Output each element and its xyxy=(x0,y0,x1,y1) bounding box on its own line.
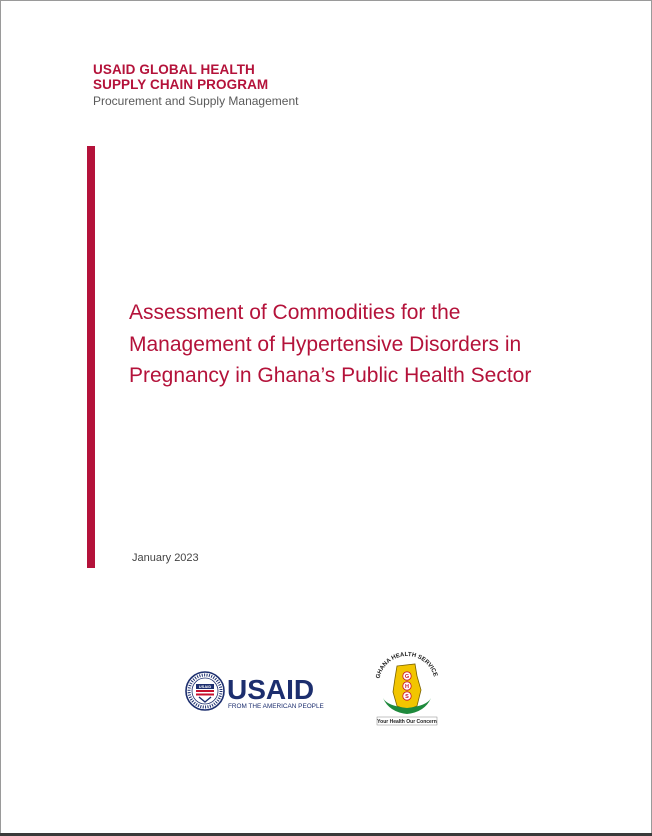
publication-date: January 2023 xyxy=(132,552,199,564)
usaid-tagline: FROM THE AMERICAN PEOPLE xyxy=(228,703,324,710)
accent-bar xyxy=(87,146,95,568)
ghs-letter-h: H xyxy=(405,684,409,691)
document-title xyxy=(129,297,589,392)
title-line-3: Pregnancy in Ghana’s Public Health Sector xyxy=(129,364,532,387)
ghs-motto: Your Health Our Concern xyxy=(377,719,437,725)
ghana-map-icon xyxy=(393,664,421,710)
seal-inner-text: USAID xyxy=(198,684,212,689)
program-name-line-1: USAID GLOBAL HEALTH xyxy=(93,62,255,77)
usaid-logo xyxy=(185,671,330,713)
title-line-2: Management of Hypertensive Disorders in xyxy=(129,332,522,356)
program-subtitle: Procurement and Supply Management xyxy=(93,94,299,108)
ghs-arc-text: GHANA HEALTH SERVICE xyxy=(375,651,438,680)
ghs-letter-s: S xyxy=(405,694,409,701)
program-name-line-2: SUPPLY CHAIN PROGRAM xyxy=(93,77,269,92)
title-line-1: Assessment of Commodities for the xyxy=(129,301,461,324)
ghs-letter-g: G xyxy=(404,674,410,681)
ghs-logo xyxy=(371,646,443,728)
usaid-seal-icon xyxy=(186,672,224,710)
usaid-wordmark: USAID xyxy=(227,674,315,705)
program-header xyxy=(93,62,298,109)
